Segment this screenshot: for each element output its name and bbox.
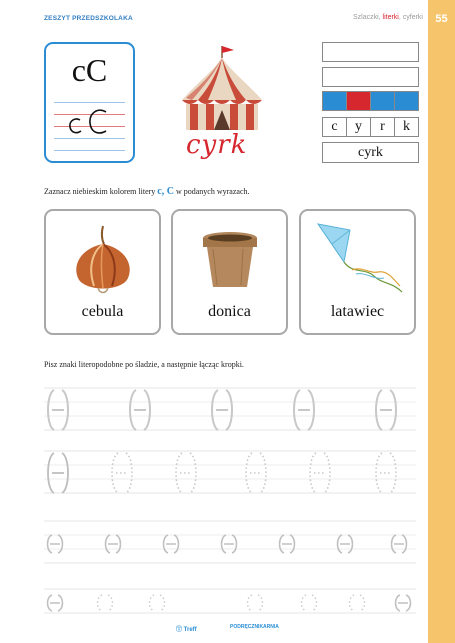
- letter-card: [44, 42, 135, 163]
- picture-word: cebula: [81, 303, 124, 320]
- kite-icon: [308, 220, 408, 300]
- section-title: [353, 14, 423, 21]
- circus-tent-icon: [176, 44, 268, 134]
- instruction-pre: Zaznacz niebieskim kolorem litery: [44, 187, 158, 196]
- picture-word: donica: [208, 303, 251, 320]
- sound-cell: [323, 92, 347, 110]
- section-title-pre: Szlaczki,: [352, 14, 383, 21]
- partner-logo: PODRĘCZNIKARNIA: [230, 624, 279, 630]
- scheme-box-syllables: [322, 67, 419, 87]
- instruction-post: w podanych wyrazach.: [173, 187, 250, 196]
- section-title-post: , cyferki: [398, 14, 423, 21]
- scheme-word: cyrk: [322, 142, 419, 163]
- picture-card-latawiec[interactable]: [299, 209, 416, 335]
- onion-icon: [68, 222, 138, 298]
- scheme-box-sentence: [322, 42, 419, 62]
- picture-word: latawiec: [330, 303, 385, 320]
- trace-row-1[interactable]: [44, 382, 416, 442]
- picture-card-donica[interactable]: [171, 209, 288, 335]
- picture-card-cebula[interactable]: [44, 209, 161, 335]
- series-title: ZESZYT PRZEDSZKOLAKA: [44, 15, 133, 22]
- trace-row-4[interactable]: [44, 585, 416, 619]
- trace-row-2[interactable]: [44, 445, 416, 505]
- letter-script: [66, 107, 116, 141]
- instruction-mark-letters: [44, 186, 250, 197]
- flower-pot-icon: [199, 229, 261, 291]
- trace-row-3[interactable]: [44, 515, 416, 575]
- side-strip: [428, 0, 455, 643]
- sound-cell: [395, 92, 418, 110]
- letter-cell: y: [347, 118, 371, 136]
- sound-cell: [371, 92, 395, 110]
- section-title-highlight: literki: [382, 14, 399, 21]
- page-number: 55: [435, 13, 448, 25]
- instruction-letters: c, C: [157, 186, 174, 197]
- letter-cell: r: [371, 118, 395, 136]
- publisher-logo: Ⓣ Treff: [176, 627, 197, 633]
- instruction-trace: Pisz znaki literopodobne po śladzie, a następnie łącząc kropki.: [44, 360, 244, 369]
- sound-cell: [347, 92, 371, 110]
- letter-print: cC: [71, 52, 108, 88]
- scheme-sound-cells: [322, 91, 419, 111]
- word-script-cyrk: cyrk: [186, 130, 248, 160]
- scheme-letter-cells: [322, 117, 419, 137]
- letter-cell: c: [323, 118, 347, 136]
- letter-cell: k: [403, 119, 410, 134]
